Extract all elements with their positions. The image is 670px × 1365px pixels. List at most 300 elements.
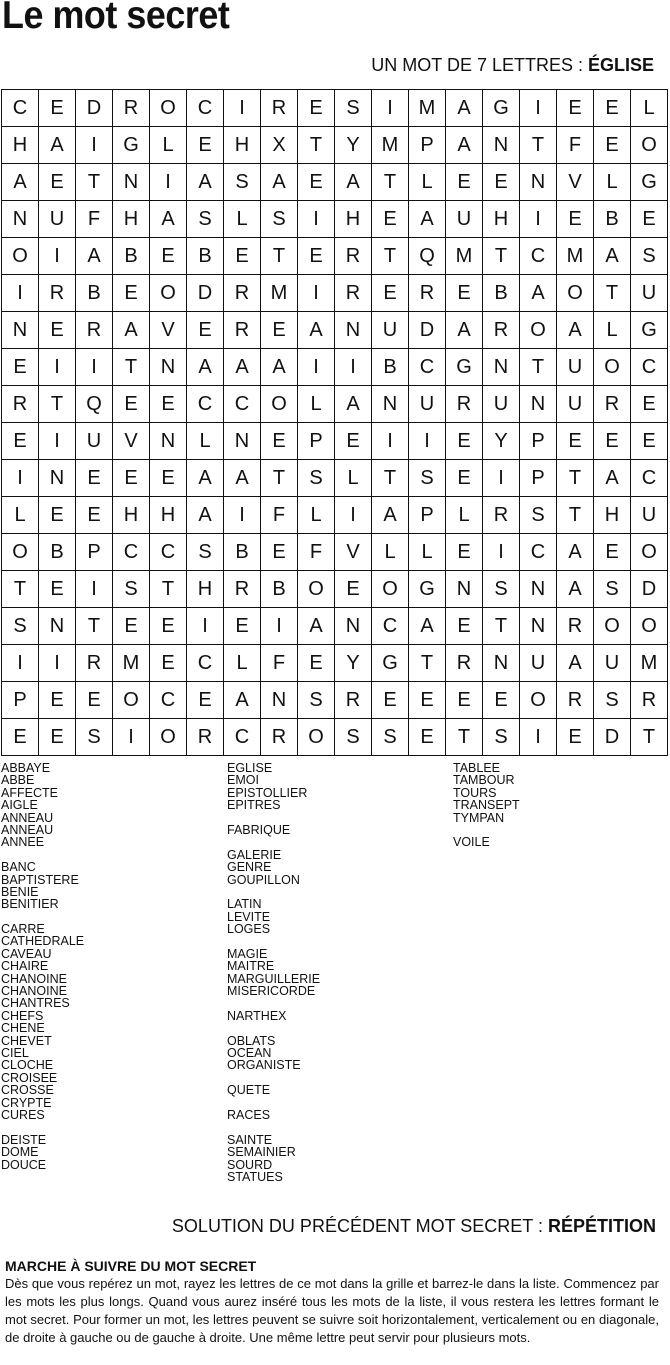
grid-cell: N [483,645,520,682]
grid-cell: H [2,127,39,164]
grid-cell: V [557,164,594,201]
grid-cell: C [187,386,224,423]
grid-cell: N [261,682,298,719]
grid-cell: E [39,497,76,534]
grid-cell: U [483,386,520,423]
word-list-item: CARRE [1,922,45,937]
grid-cell: A [594,238,631,275]
grid-cell: E [594,423,631,460]
grid-cell: R [631,682,668,719]
grid-cell: R [39,275,76,312]
grid-cell: M [372,127,409,164]
word-list-item: MAGIE [227,946,268,961]
word-list-item: TABLEE [453,761,501,775]
grid-cell: O [298,719,335,756]
grid-cell: I [298,349,335,386]
word-list-item: EMOI [227,773,259,788]
grid-cell: E [631,201,668,238]
grid-cell: L [631,90,668,127]
grid-cell: L [187,423,224,460]
grid-cell: L [594,164,631,201]
grid-cell: A [520,275,557,312]
grid-cell: P [2,682,39,719]
grid-cell: O [631,534,668,571]
grid-cell: O [557,275,594,312]
word-list-item: CATHEDRALE [1,934,85,949]
grid-cell: Y [335,645,372,682]
grid-cell: L [298,497,335,534]
grid-cell: E [39,682,76,719]
grid-cell: A [224,349,261,386]
grid-cell: T [631,719,668,756]
word-list-item: TRANSEPT [453,798,520,813]
grid-cell: C [631,460,668,497]
grid-cell: M [113,645,150,682]
grid-cell: M [261,275,298,312]
word-list-item: OBLATS [227,1033,276,1048]
grid-row [2,608,668,645]
word-list-column-2 [227,762,320,1183]
grid-cell: E [150,386,187,423]
grid-cell: M [557,238,594,275]
grid-cell: E [446,275,483,312]
grid-cell: N [2,201,39,238]
grid-cell: S [76,719,113,756]
grid-cell: E [446,682,483,719]
grid-cell: R [483,312,520,349]
grid-cell: S [409,460,446,497]
grid-cell: S [631,238,668,275]
hint-prefix: UN MOT DE 7 LETTRES : [371,55,588,75]
grid-cell: P [409,497,446,534]
word-group-gap [227,997,320,1009]
grid-cell: E [372,682,409,719]
grid-cell: Y [335,127,372,164]
grid-cell: R [335,682,372,719]
solution-prefix: SOLUTION DU PRÉCÉDENT MOT SECRET : [171,1216,548,1236]
grid-cell: B [224,534,261,571]
word-list-item: DOUCE [1,1157,47,1172]
grid-cell: T [594,275,631,312]
word-list-item: BAPTISTERE [1,872,79,887]
grid-cell: C [150,534,187,571]
grid-cell: N [2,312,39,349]
word-list-item: CLOCHE [1,1058,54,1073]
grid-row [2,460,668,497]
grid-cell: E [298,164,335,201]
grid-cell: Y [483,423,520,460]
grid-cell: I [298,275,335,312]
grid-cell: A [409,201,446,238]
grid-cell: I [483,460,520,497]
word-group-gap [1,1121,84,1133]
grid-cell: R [335,238,372,275]
grid-cell: T [372,164,409,201]
grid-cell: U [557,386,594,423]
grid-cell: C [187,90,224,127]
grid-cell: E [298,238,335,275]
grid-cell: I [372,90,409,127]
grid-cell: A [298,312,335,349]
grid-cell: O [150,90,187,127]
grid-cell: L [224,645,261,682]
grid-cell: U [76,423,113,460]
word-list-item: GENRE [227,860,272,875]
grid-cell: U [372,312,409,349]
grid-cell: E [187,312,224,349]
letter-grid [1,89,668,756]
grid-cell: D [76,90,113,127]
grid-cell: E [594,90,631,127]
grid-cell: L [2,497,39,534]
grid-cell: A [446,127,483,164]
grid-cell: E [39,164,76,201]
grid-cell: I [39,349,76,386]
word-list-item: CAVEAU [1,946,52,961]
grid-cell: E [446,164,483,201]
grid-row [2,238,668,275]
instructions-title: MARCHE À SUIVRE DU MOT SECRET [5,1258,257,1274]
word-list-item: ANNEE [1,835,45,850]
grid-cell: E [594,534,631,571]
word-list-item: CHEFS [1,1008,44,1023]
grid-cell: B [113,238,150,275]
grid-cell: S [483,571,520,608]
grid-cell: G [631,312,668,349]
grid-cell: C [372,608,409,645]
grid-cell: O [150,275,187,312]
word-list-item: STATUES [227,1169,283,1184]
grid-cell: B [39,534,76,571]
grid-cell: N [335,312,372,349]
grid-cell: A [557,312,594,349]
word-list-item: ORGANISTE [227,1058,301,1073]
word-list-item: DEISTE [1,1132,47,1147]
grid-cell: H [113,497,150,534]
grid-cell: A [557,534,594,571]
grid-cell: A [224,460,261,497]
grid-cell: I [76,127,113,164]
grid-cell: G [372,645,409,682]
grid-cell: O [298,571,335,608]
grid-cell: D [631,571,668,608]
grid-cell: E [261,534,298,571]
grid-cell: E [150,238,187,275]
grid-cell: E [2,423,39,460]
word-list-item: MARGUILLERIE [227,971,321,986]
grid-cell: E [557,90,594,127]
grid-cell: T [557,497,594,534]
grid-cell: N [372,386,409,423]
grid-cell: I [335,497,372,534]
grid-cell: I [2,460,39,497]
grid-cell: P [298,423,335,460]
grid-cell: T [483,608,520,645]
grid-cell: L [594,312,631,349]
word-list-item: CHANOINE [1,971,67,986]
grid-cell: I [224,497,261,534]
grid-cell: A [39,127,76,164]
grid-cell: E [261,423,298,460]
word-list-item: GALERIE [227,847,282,862]
grid-cell: T [520,127,557,164]
grid-cell: E [557,423,594,460]
grid-row [2,423,668,460]
grid-cell: S [335,90,372,127]
grid-cell: A [261,349,298,386]
grid-cell: Q [409,238,446,275]
page-title: Le mot secret [2,0,230,37]
grid-cell: H [483,201,520,238]
grid-row [2,90,668,127]
word-list-item: TOURS [453,785,497,800]
grid-cell: U [520,645,557,682]
word-list-item: ABBE [1,773,35,788]
grid-cell: R [261,719,298,756]
grid-cell: E [409,682,446,719]
grid-cell: E [76,460,113,497]
grid-cell: E [2,719,39,756]
grid-cell: E [224,608,261,645]
grid-row [2,312,668,349]
grid-cell: T [446,719,483,756]
word-list-item: BENIE [1,884,39,899]
grid-cell: C [224,386,261,423]
word-list-item: AIGLE [1,798,38,813]
grid-cell: R [76,312,113,349]
grid-cell: A [187,164,224,201]
grid-cell: U [557,349,594,386]
word-list-item: CHEVET [1,1033,52,1048]
grid-cell: T [557,460,594,497]
grid-cell: E [150,645,187,682]
grid-row [2,127,668,164]
grid-cell: O [594,608,631,645]
grid-cell: O [2,238,39,275]
grid-cell: R [557,682,594,719]
grid-cell: I [520,201,557,238]
grid-row [2,201,668,238]
grid-cell: T [520,349,557,386]
grid-cell: A [187,460,224,497]
word-list-item: SEMAINIER [227,1145,296,1160]
word-list-item: ANNEAU [1,810,54,825]
grid-cell: E [113,608,150,645]
grid-cell: E [76,497,113,534]
word-list-item: DOME [1,1145,39,1160]
grid-cell: E [39,90,76,127]
grid-cell: I [520,719,557,756]
grid-cell: S [594,682,631,719]
grid-cell: H [150,497,187,534]
grid-row [2,534,668,571]
grid-cell: I [520,90,557,127]
grid-cell: I [187,608,224,645]
grid-cell: V [113,423,150,460]
grid-cell: L [409,164,446,201]
grid-cell: P [76,534,113,571]
grid-cell: P [520,460,557,497]
grid-cell: S [2,608,39,645]
grid-cell: F [76,201,113,238]
grid-cell: I [39,423,76,460]
word-list-item: VOILE [453,835,490,850]
grid-cell: S [520,497,557,534]
grid-cell: T [2,571,39,608]
grid-cell: C [224,719,261,756]
word-list-item: LOGES [227,922,271,937]
word-list-item: FABRIQUE [227,822,291,837]
grid-cell: N [520,608,557,645]
grid-cell: A [594,460,631,497]
grid-cell: U [594,645,631,682]
grid-cell: E [298,90,335,127]
grid-cell: S [261,201,298,238]
grid-cell: C [520,238,557,275]
grid-cell: G [113,127,150,164]
grid-cell: D [594,719,631,756]
word-list-item: NARTHEX [227,1008,287,1023]
grid-cell: O [594,349,631,386]
grid-cell: C [409,349,446,386]
grid-cell: H [224,127,261,164]
grid-cell: E [2,349,39,386]
grid-cell: B [261,571,298,608]
word-list-column-3 [453,762,520,849]
grid-cell: R [224,571,261,608]
word-list-item: OCEAN [227,1045,272,1060]
grid-cell: A [224,682,261,719]
grid-row [2,349,668,386]
grid-cell: L [335,460,372,497]
word-list-item: ABBAYE [1,761,51,775]
grid-cell: E [631,423,668,460]
grid-cell: S [187,534,224,571]
grid-cell: M [446,238,483,275]
grid-cell: D [409,312,446,349]
grid-cell: I [39,645,76,682]
grid-cell: A [261,164,298,201]
grid-cell: S [298,682,335,719]
word-list-item: TYMPAN [453,810,505,825]
grid-cell: N [113,164,150,201]
word-list-column-1 [1,762,84,1171]
word-list-item: CHANOINE [1,984,67,999]
grid-cell: E [113,386,150,423]
grid-cell: E [150,460,187,497]
solution-word: RÉPÉTITION [547,1216,656,1236]
grid-cell: R [446,645,483,682]
grid-cell: I [2,275,39,312]
grid-cell: R [483,497,520,534]
word-list-item: CRYPTE [1,1095,52,1110]
grid-cell: T [372,238,409,275]
grid-cell: O [520,312,557,349]
grid-cell: N [150,423,187,460]
grid-cell: E [39,719,76,756]
hint-theme-word: ÉGLISE [587,55,654,75]
grid-row [2,719,668,756]
secret-word-hint [371,55,654,76]
word-list-item: CROSSE [1,1083,54,1098]
grid-cell: V [150,312,187,349]
grid-cell: S [372,719,409,756]
grid-cell: A [76,238,113,275]
grid-cell: S [298,460,335,497]
grid-cell: F [557,127,594,164]
grid-cell: B [372,349,409,386]
grid-cell: E [224,238,261,275]
word-list-item: CROISEE [1,1070,58,1085]
grid-cell: O [261,386,298,423]
grid-cell: E [335,571,372,608]
grid-cell: C [113,534,150,571]
word-list-item: TAMBOUR [453,773,515,788]
grid-cell: R [2,386,39,423]
grid-cell: A [187,497,224,534]
grid-cell: S [335,719,372,756]
grid-cell: A [372,497,409,534]
grid-cell: E [298,645,335,682]
grid-cell: L [372,534,409,571]
grid-cell: R [261,90,298,127]
grid-cell: E [113,275,150,312]
grid-cell: E [261,312,298,349]
grid-cell: C [150,682,187,719]
grid-cell: B [594,201,631,238]
grid-cell: R [113,90,150,127]
grid-cell: A [446,90,483,127]
word-list-item: BANC [1,860,36,875]
word-list-item: EGLISE [227,761,273,775]
grid-cell: H [335,201,372,238]
grid-cell: N [39,460,76,497]
grid-cell: T [150,571,187,608]
grid-cell: R [446,386,483,423]
grid-row [2,497,668,534]
word-list-item: CIEL [1,1045,29,1060]
grid-cell: C [631,349,668,386]
grid-cell: T [76,164,113,201]
grid-cell: I [261,608,298,645]
grid-cell: N [520,571,557,608]
grid-cell: E [446,460,483,497]
grid-cell: S [187,201,224,238]
grid-cell: S [594,571,631,608]
grid-cell: E [150,608,187,645]
grid-cell: R [187,719,224,756]
grid-cell: E [446,608,483,645]
grid-cell: I [409,423,446,460]
grid-cell: T [409,645,446,682]
grid-cell: I [483,534,520,571]
grid-cell: D [187,275,224,312]
grid-cell: T [372,460,409,497]
grid-row [2,386,668,423]
grid-cell: S [224,164,261,201]
grid-cell: G [631,164,668,201]
grid-cell: E [594,127,631,164]
grid-cell: C [2,90,39,127]
grid-cell: U [39,201,76,238]
grid-cell: G [446,349,483,386]
grid-cell: B [76,275,113,312]
grid-cell: U [631,497,668,534]
word-list-item: QUETE [227,1083,271,1098]
grid-cell: E [446,534,483,571]
grid-cell: E [631,386,668,423]
grid-cell: P [409,127,446,164]
